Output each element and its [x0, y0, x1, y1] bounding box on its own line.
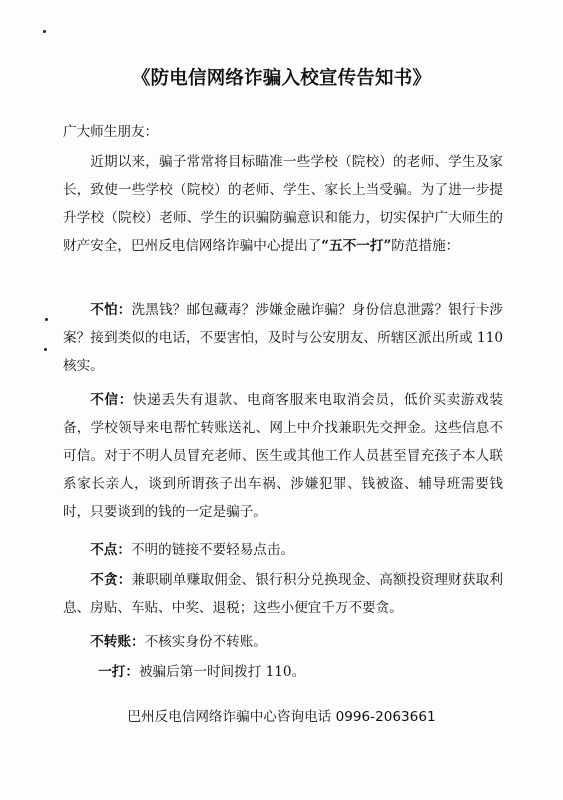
measure-paragraph-buZhuanZhang	[63, 628, 503, 656]
measure-paragraph-buXin	[63, 386, 503, 526]
scan-speck	[45, 318, 48, 321]
measure-text: 洗黑钱？邮包藏毒？涉嫌金融诈骗？身份信息泄露？银行卡涉案？接到类似的电话，不要害怕，及时与公安朋友、所辖区派出所或 110 核实。	[63, 302, 504, 374]
measure-label: 不信：	[90, 392, 133, 408]
scan-speck	[43, 30, 46, 33]
measure-text: 兼职刷单赚取佣金、银行积分兑换现金、高额投资理财获取利息、房贴、车贴、中奖、退税；这些小便宜千万不要贪。	[63, 572, 504, 616]
intro-text: 近期以来，骗子常常将目标瞄准一些学校（院校）的老师、学生及家长，致使一些学校（院校）的老师、学生、家长上当受骗。为了进一步提升学校（院校）老师、学生的识骗防骗意识和能力，切实保护广大师生的财产安全，巴州反电信网络诈骗中心提出了	[63, 154, 503, 254]
measures-highlight: “五不一打”	[321, 238, 392, 254]
measure-label: 不怕：	[90, 302, 132, 318]
greeting: 广大师生朋友：	[63, 124, 159, 140]
intro-text-end: 防范措施：	[391, 238, 460, 254]
measure-text: 不核实身份不转账。	[144, 634, 267, 650]
measure-paragraph-yiDa	[71, 658, 511, 686]
scan-speck	[44, 348, 47, 351]
measure-text: 被骗后第一时间拨打 110。	[138, 664, 306, 680]
measure-label: 不转账：	[90, 634, 145, 650]
measure-paragraph-buDian	[63, 536, 503, 564]
measure-paragraph-buPa	[63, 296, 503, 380]
document-title: 《防电信网络诈骗入校宣传告知书》	[131, 68, 432, 89]
measure-label: 不点：	[90, 542, 131, 558]
intro-paragraph	[63, 148, 503, 260]
measure-text: 不明的链接不要轻易点击。	[130, 542, 295, 558]
hotline-footer: 巴州反电信网络诈骗中心咨询电话 0996-2063661	[127, 709, 436, 725]
measure-label: 不贪：	[90, 572, 132, 588]
measure-text: 快递丢失有退款、电商客服来电取消会员，低价买卖游戏装备，学校领导来电帮忙转账送礼、网上中介找兼职先交押金。这些信息不可信。对于不明人员冒充老师、医生或其他工作人员甚至冒充孩子本人联系家长亲人，谈到所谓孩子出车祸、涉嫌犯罪、钱被盗、辅导班需要钱时，只要谈到的钱的一定是骗子。	[63, 392, 504, 520]
measure-label: 一打：	[98, 664, 139, 680]
measure-paragraph-buTan	[63, 566, 503, 622]
